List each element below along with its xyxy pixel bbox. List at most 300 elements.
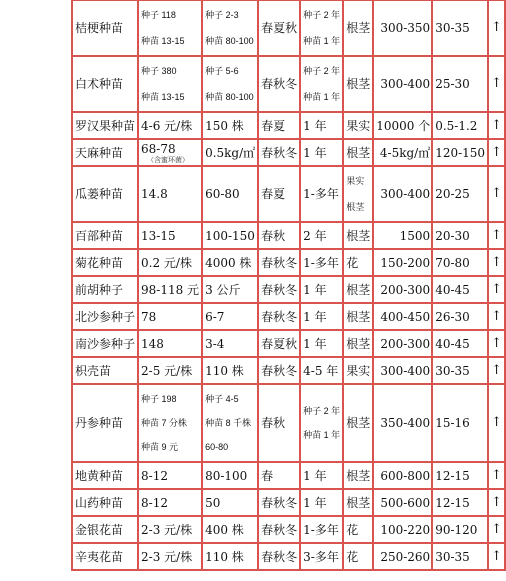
variety-name-cell	[72, 0, 138, 56]
cell-text: 丹参种苗	[75, 416, 124, 430]
cell-text: 春秋冬	[261, 77, 298, 91]
cell-text-line: 种子 380	[141, 66, 177, 76]
variety-name-cell	[72, 166, 138, 222]
cell-text: 春秋冬	[261, 145, 298, 160]
cell-text: 金银花苗	[75, 522, 124, 537]
variety-name-cell	[72, 276, 138, 303]
market-price-cell	[432, 166, 488, 222]
table-row	[72, 0, 505, 56]
table-row	[72, 276, 505, 303]
harvest-part-cell	[343, 516, 373, 543]
cell-text-line: 种子 118	[141, 10, 176, 20]
cell-text: 果实	[346, 363, 371, 378]
harvest-part-cell	[343, 330, 373, 357]
seed-price-cell	[138, 112, 202, 139]
cell-text: 40-45	[435, 282, 470, 297]
cell-text-line: 种子 198	[141, 394, 177, 404]
cell-text: 春夏	[261, 187, 286, 201]
market-price-cell	[432, 330, 488, 357]
cell-text-line: 0.2 元/株	[141, 255, 192, 270]
harvest-part-cell	[343, 166, 373, 222]
planting-season-cell	[258, 112, 300, 139]
cell-text-line: 4-6 元/株	[141, 118, 193, 133]
cell-text: 春秋冬	[261, 495, 298, 510]
cell-text-line: 种子 2-3	[205, 10, 239, 20]
harvest-part-cell	[343, 56, 373, 112]
seedling-price-table	[71, 0, 506, 571]
cell-text: 花	[346, 255, 359, 270]
cell-text-line: 种苗 1 年	[303, 430, 341, 440]
seed-price-cell	[138, 384, 202, 462]
seed-price-cell	[138, 462, 202, 489]
harvest-part-cell	[343, 462, 373, 489]
cell-text: ↑	[491, 20, 502, 35]
seed-amount-cell	[202, 249, 258, 276]
table-row	[72, 462, 505, 489]
cell-text: 30-35	[435, 363, 470, 378]
yield-cell	[373, 56, 432, 112]
yield-cell	[373, 303, 432, 330]
cell-text-line: 68-78	[141, 141, 176, 156]
market-price-cell	[432, 0, 488, 56]
variety-name-cell	[72, 543, 138, 570]
cell-text: 春秋	[261, 228, 286, 243]
cell-text-line: 种苗 80-100	[205, 92, 254, 102]
cell-text: 400-450	[380, 309, 431, 324]
cell-text-line: 种苗 1 年	[303, 36, 341, 46]
cell-text: 桔梗种苗	[75, 21, 124, 35]
market-price-cell	[432, 303, 488, 330]
yield-cell	[373, 222, 432, 249]
cell-text: 200-300	[380, 336, 431, 351]
cell-text: 辛夷花苗	[75, 549, 124, 564]
cell-text-line: 0.5kg/㎡	[205, 145, 256, 160]
cell-text: 根茎	[346, 77, 371, 91]
cell-text-line: 2-3 元/株	[141, 549, 193, 564]
cell-text: 根茎	[346, 309, 371, 324]
growth-period-cell	[300, 489, 343, 516]
cell-text-line: 3 公斤	[205, 282, 241, 297]
cell-text-line: 种子 4-5	[205, 394, 239, 404]
cell-text: 春夏	[261, 118, 286, 133]
planting-season-cell	[258, 330, 300, 357]
cell-text: 春秋冬	[261, 255, 298, 270]
planting-season-cell	[258, 543, 300, 570]
cell-text: 北沙参种子	[75, 309, 136, 324]
seed-amount-cell	[202, 112, 258, 139]
cell-text: 40-45	[435, 336, 470, 351]
seed-price-cell	[138, 139, 202, 166]
cell-text-line: 50	[205, 495, 221, 510]
variety-name-cell	[72, 462, 138, 489]
cell-text: 瓜蒌种苗	[75, 187, 124, 201]
harvest-part-cell	[343, 222, 373, 249]
cell-text: 300-350	[380, 21, 431, 35]
cell-text-line: 根茎	[346, 202, 365, 212]
planting-season-cell	[258, 357, 300, 384]
yield-cell	[373, 276, 432, 303]
cell-text: ↑	[491, 415, 502, 430]
cell-text: 春夏秋	[261, 336, 298, 351]
table-row	[72, 330, 505, 357]
cell-text: 20-25	[435, 187, 470, 201]
seed-price-cell	[138, 222, 202, 249]
trend-arrow-cell	[488, 543, 505, 570]
cell-text-line: 1-多年	[303, 187, 339, 201]
planting-season-cell	[258, 222, 300, 249]
cell-text-line: 78	[141, 309, 157, 324]
cell-text-line: 1 年	[303, 145, 327, 160]
cell-text: ↑	[491, 76, 502, 91]
seed-amount-cell	[202, 166, 258, 222]
cell-text: 春秋冬	[261, 363, 298, 378]
market-price-cell	[432, 222, 488, 249]
cell-text: ↑	[491, 117, 502, 133]
market-price-cell	[432, 516, 488, 543]
cell-text-line: 400 株	[205, 522, 244, 537]
harvest-part-cell	[343, 357, 373, 384]
seed-amount-cell	[202, 56, 258, 112]
cell-text: 春秋	[261, 416, 286, 430]
growth-period-cell	[300, 543, 343, 570]
seed-amount-cell	[202, 462, 258, 489]
planting-season-cell	[258, 249, 300, 276]
market-price-cell	[432, 462, 488, 489]
cell-text-line: 种苗 1 年	[303, 92, 341, 102]
yield-cell	[373, 462, 432, 489]
variety-name-cell	[72, 384, 138, 462]
cell-text: 500-600	[380, 495, 431, 510]
cell-text: 0.5-1.2	[435, 118, 478, 133]
cell-text: 花	[346, 522, 359, 537]
seed-price-cell	[138, 276, 202, 303]
cell-text: 10000 个	[376, 118, 431, 133]
table-row	[72, 222, 505, 249]
cell-text-line: 3-4	[205, 336, 225, 351]
cell-text: 菊花种苗	[75, 255, 124, 270]
trend-arrow-cell	[488, 222, 505, 249]
variety-name-cell	[72, 303, 138, 330]
planting-season-cell	[258, 166, 300, 222]
cell-text: 春秋冬	[261, 309, 298, 324]
cell-text: 12-15	[435, 468, 470, 483]
cell-text: ↑	[491, 467, 502, 483]
cell-text: 根茎	[346, 228, 371, 243]
cell-text: 30-35	[435, 549, 470, 564]
cell-text-line: 80-100	[205, 468, 248, 483]
cell-text: 果实	[346, 118, 371, 133]
cell-text: 枳壳苗	[75, 363, 112, 378]
harvest-part-cell	[343, 139, 373, 166]
cell-text: 1500	[399, 228, 431, 243]
growth-period-cell	[300, 166, 343, 222]
cell-text-line: 8-12	[141, 468, 168, 483]
table-row	[72, 249, 505, 276]
cell-text: 200-300	[380, 282, 431, 297]
trend-arrow-cell	[488, 516, 505, 543]
yield-cell	[373, 249, 432, 276]
harvest-part-cell	[343, 303, 373, 330]
yield-cell	[373, 384, 432, 462]
seed-price-cell	[138, 516, 202, 543]
cell-text-line: 2 年	[303, 228, 327, 243]
growth-period-cell	[300, 357, 343, 384]
trend-arrow-cell	[488, 0, 505, 56]
trend-arrow-cell	[488, 166, 505, 222]
trend-arrow-cell	[488, 139, 505, 166]
cell-text: 300-400	[380, 363, 431, 378]
planting-season-cell	[258, 384, 300, 462]
cell-text: 白术种苗	[75, 77, 124, 91]
cell-text: 4-5kg/㎡	[379, 145, 431, 160]
table-row	[72, 139, 505, 166]
cell-text: ↑	[491, 548, 502, 564]
cell-text-line: 种子 2 年	[303, 10, 341, 20]
market-price-cell	[432, 249, 488, 276]
yield-cell	[373, 0, 432, 56]
growth-period-cell	[300, 462, 343, 489]
growth-period-cell	[300, 222, 343, 249]
cell-text-line: 种苗 13-15	[141, 92, 185, 102]
cell-text: 天麻种苗	[75, 145, 124, 160]
seed-amount-cell	[202, 139, 258, 166]
cell-text: 300-400	[380, 77, 431, 91]
cell-text: 春夏秋	[261, 21, 298, 35]
planting-season-cell	[258, 516, 300, 543]
table-row	[72, 303, 505, 330]
cell-text-line: 8-12	[141, 495, 168, 510]
yield-cell	[373, 489, 432, 516]
table-row	[72, 56, 505, 112]
cell-text: 春秋冬	[261, 549, 298, 564]
planting-season-cell	[258, 303, 300, 330]
seed-price-cell	[138, 489, 202, 516]
planting-season-cell	[258, 56, 300, 112]
harvest-part-cell	[343, 112, 373, 139]
seed-price-cell	[138, 357, 202, 384]
cell-text-line: 100-150	[205, 228, 255, 243]
growth-period-cell	[300, 303, 343, 330]
seed-amount-cell	[202, 330, 258, 357]
cell-text: 90-120	[435, 522, 478, 537]
market-price-cell	[432, 543, 488, 570]
harvest-part-cell	[343, 384, 373, 462]
variety-name-cell	[72, 56, 138, 112]
cell-text-line: 种苗 13-15	[141, 36, 185, 46]
cell-text: ↑	[491, 308, 502, 324]
trend-arrow-cell	[488, 249, 505, 276]
harvest-part-cell	[343, 249, 373, 276]
table-row	[72, 489, 505, 516]
seed-amount-cell	[202, 0, 258, 56]
cell-text: 南沙参种子	[75, 336, 136, 351]
growth-period-cell	[300, 330, 343, 357]
cell-text: ↑	[491, 186, 502, 201]
market-price-cell	[432, 139, 488, 166]
seed-amount-cell	[202, 384, 258, 462]
table-row	[72, 543, 505, 570]
cell-text: 300-400	[380, 187, 431, 201]
cell-text-line: 果实	[346, 176, 365, 186]
seed-amount-cell	[202, 276, 258, 303]
growth-period-cell	[300, 276, 343, 303]
seed-amount-cell	[202, 222, 258, 249]
trend-arrow-cell	[488, 330, 505, 357]
cell-text: ↑	[491, 494, 502, 510]
cell-text: ↑	[491, 521, 502, 537]
cell-text: ↑	[491, 281, 502, 297]
cell-text: 罗汉果种苗	[75, 118, 136, 133]
seed-amount-cell	[202, 516, 258, 543]
table-body	[72, 0, 505, 570]
seed-price-cell	[138, 330, 202, 357]
cell-text-line: 1-多年	[303, 255, 339, 270]
cell-text-line: 2-5 元/株	[141, 363, 193, 378]
cell-text: ↑	[491, 362, 502, 378]
cell-text: 150-200	[380, 255, 431, 270]
cell-text: ↑	[491, 335, 502, 351]
market-price-cell	[432, 357, 488, 384]
cell-text: 百部种苗	[75, 228, 124, 243]
seed-price-cell	[138, 56, 202, 112]
cell-text: 100-220	[380, 522, 431, 537]
cell-text-line: 110 株	[205, 549, 244, 564]
market-price-cell	[432, 56, 488, 112]
variety-name-cell	[72, 330, 138, 357]
cell-text-line: （含蜜环菌）	[147, 155, 190, 164]
planting-season-cell	[258, 462, 300, 489]
seed-price-cell	[138, 166, 202, 222]
seed-amount-cell	[202, 303, 258, 330]
planting-season-cell	[258, 0, 300, 56]
cell-text: 春	[261, 468, 274, 483]
trend-arrow-cell	[488, 56, 505, 112]
cell-text-line: 110 株	[205, 363, 244, 378]
cell-text: 根茎	[346, 416, 371, 430]
cell-text-line: 98-118 元	[141, 282, 200, 297]
cell-text: 根茎	[346, 282, 371, 297]
cell-text-line: 1-多年	[303, 522, 339, 537]
cell-text-line: 13-15	[141, 228, 176, 243]
cell-text-line: 1 年	[303, 468, 327, 483]
growth-period-cell	[300, 139, 343, 166]
harvest-part-cell	[343, 0, 373, 56]
table-row	[72, 384, 505, 462]
trend-arrow-cell	[488, 276, 505, 303]
variety-name-cell	[72, 249, 138, 276]
growth-period-cell	[300, 384, 343, 462]
cell-text: 20-30	[435, 228, 470, 243]
cell-text-line: 种苗 8 千株	[205, 418, 252, 428]
planting-season-cell	[258, 489, 300, 516]
cell-text-line: 1 年	[303, 282, 327, 297]
trend-arrow-cell	[488, 303, 505, 330]
yield-cell	[373, 543, 432, 570]
cell-text: ↑	[491, 144, 502, 160]
harvest-part-cell	[343, 489, 373, 516]
cell-text-line: 1 年	[303, 495, 327, 510]
seed-price-cell	[138, 543, 202, 570]
cell-text-line: 150 株	[205, 118, 244, 133]
trend-arrow-cell	[488, 489, 505, 516]
cell-text: ↑	[491, 227, 502, 243]
cell-text: 前胡种子	[75, 282, 124, 297]
table-row	[72, 357, 505, 384]
growth-period-cell	[300, 0, 343, 56]
harvest-part-cell	[343, 543, 373, 570]
variety-name-cell	[72, 222, 138, 249]
cell-text: 25-30	[435, 77, 470, 91]
cell-text-line: 1 年	[303, 336, 327, 351]
market-price-cell	[432, 276, 488, 303]
cell-text-line: 6-7	[205, 309, 225, 324]
cell-text-line: 种子 5-6	[205, 66, 239, 76]
cell-text-line: 3-多年	[303, 549, 339, 564]
variety-name-cell	[72, 112, 138, 139]
cell-text: 600-800	[380, 468, 431, 483]
cell-text: 12-15	[435, 495, 470, 510]
market-price-cell	[432, 489, 488, 516]
cell-text: ↑	[491, 254, 502, 270]
market-price-cell	[432, 112, 488, 139]
cell-text: 花	[346, 549, 359, 564]
cell-text-line: 148	[141, 336, 164, 351]
seed-amount-cell	[202, 357, 258, 384]
yield-cell	[373, 112, 432, 139]
cell-text-line: 种苗 80-100	[205, 36, 254, 46]
variety-name-cell	[72, 489, 138, 516]
trend-arrow-cell	[488, 462, 505, 489]
cell-text: 70-80	[435, 255, 470, 270]
harvest-part-cell	[343, 276, 373, 303]
yield-cell	[373, 330, 432, 357]
cell-text: 根茎	[346, 21, 371, 35]
cell-text: 250-260	[380, 549, 431, 564]
planting-season-cell	[258, 139, 300, 166]
cell-text-line: 14.8	[141, 187, 168, 201]
planting-season-cell	[258, 276, 300, 303]
cell-text: 26-30	[435, 309, 470, 324]
cell-text: 根茎	[346, 495, 371, 510]
growth-period-cell	[300, 112, 343, 139]
trend-arrow-cell	[488, 357, 505, 384]
cell-text-line: 4-5 年	[303, 363, 339, 378]
variety-name-cell	[72, 139, 138, 166]
cell-text-line: 2-3 元/株	[141, 522, 193, 537]
cell-text-line: 种苗 7 分株	[141, 418, 188, 428]
cell-text: 春秋冬	[261, 522, 298, 537]
market-price-cell	[432, 384, 488, 462]
trend-arrow-cell	[488, 112, 505, 139]
growth-period-cell	[300, 56, 343, 112]
growth-period-cell	[300, 249, 343, 276]
cell-text: 根茎	[346, 468, 371, 483]
cell-text-line: 60-80	[205, 187, 240, 201]
table-row	[72, 516, 505, 543]
yield-cell	[373, 139, 432, 166]
cell-text: 15-16	[435, 416, 470, 430]
table-row	[72, 166, 505, 222]
table-row	[72, 112, 505, 139]
variety-name-cell	[72, 357, 138, 384]
cell-text: 350-400	[380, 416, 431, 430]
seed-amount-cell	[202, 489, 258, 516]
seed-price-cell	[138, 303, 202, 330]
yield-cell	[373, 166, 432, 222]
seed-amount-cell	[202, 543, 258, 570]
cell-text-line: 60-80	[205, 442, 229, 452]
cell-text: 根茎	[346, 145, 371, 160]
